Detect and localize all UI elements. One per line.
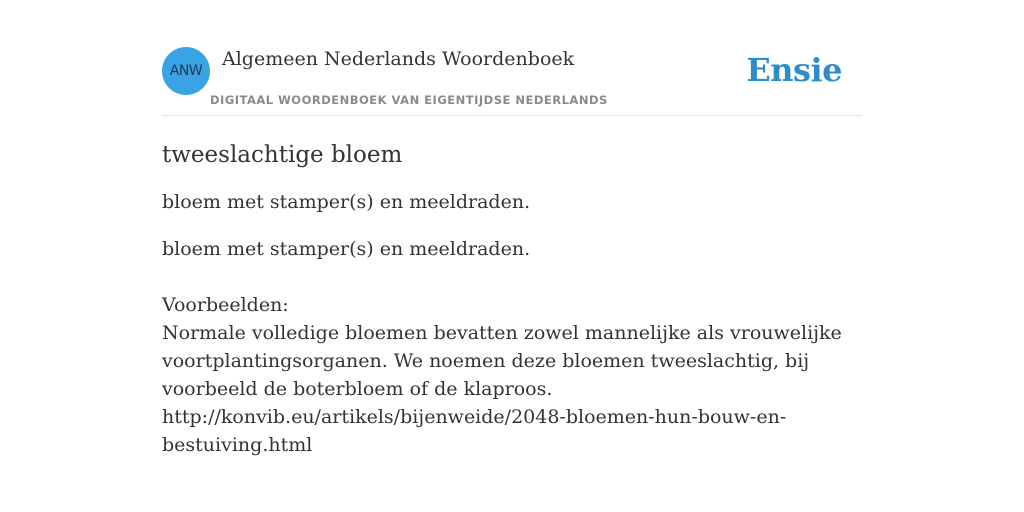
- example-source-url: http://konvib.eu/artikels/bijenweide/2048-bloemen-hun-bouw-en-bestuiving.html: [162, 406, 787, 456]
- site-header: [162, 46, 862, 116]
- entry-definition-detail: bloem met stamper(s) en meeldraden.: [162, 238, 531, 260]
- entry-term: tweeslachtige bloem: [162, 142, 403, 168]
- entry-definition: bloem met stamper(s) en meeldraden.: [162, 191, 531, 213]
- entry-content: [162, 136, 862, 459]
- site-title[interactable]: Algemeen Nederlands Woordenboek: [222, 48, 575, 70]
- site-subtitle: DIGITAAL WOORDENBOEK VAN EIGENTIJDSE NEDERLANDS: [210, 93, 608, 107]
- ensie-brand-logo[interactable]: Ensie: [746, 51, 842, 89]
- anw-logo[interactable]: ANW: [162, 47, 210, 95]
- examples-section: [162, 291, 862, 459]
- example-text: Normale volledige bloemen bevatten zowel mannelijke als vrouwelijke voortplantingsorganen. We noemen deze bloemen tweeslachtig, bij voorbeeld de boterbloem of de klaproos.: [162, 322, 842, 400]
- examples-label: Voorbeelden:: [162, 294, 289, 316]
